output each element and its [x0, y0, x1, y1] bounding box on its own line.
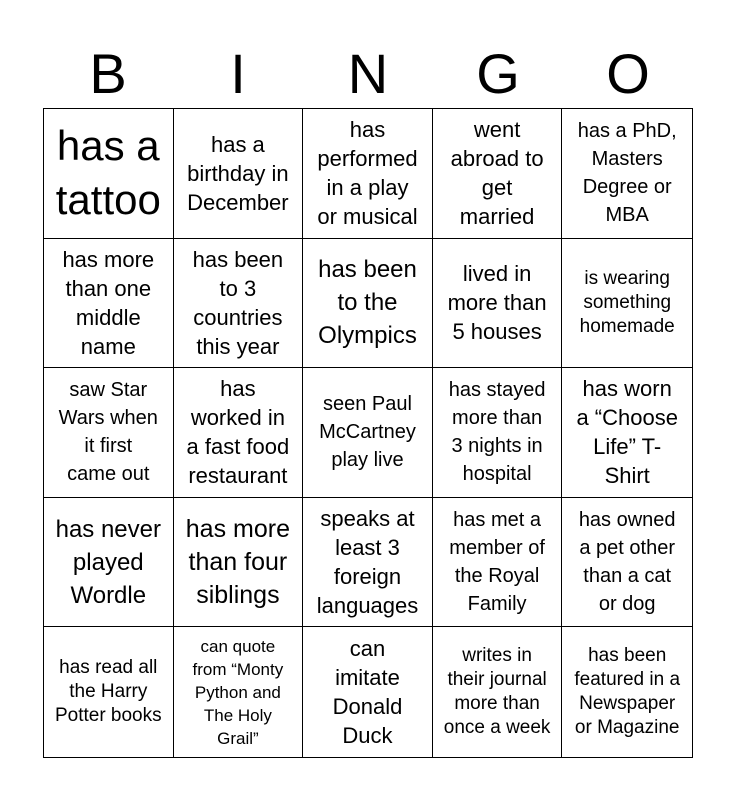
cell-text: saw Star Wars when it first came out	[58, 379, 158, 486]
bingo-cell[interactable]	[44, 109, 174, 239]
cell-text: has worn a “Choose Life” T- Shirt	[576, 376, 678, 489]
bingo-cell[interactable]	[174, 627, 304, 757]
bingo-cell[interactable]	[562, 368, 692, 498]
bingo-cell[interactable]	[562, 498, 692, 628]
bingo-cell[interactable]	[174, 109, 304, 239]
cell-text: has a birthday in December	[187, 131, 289, 215]
bingo-cell[interactable]	[562, 239, 692, 369]
bingo-cell[interactable]	[174, 368, 304, 498]
cell-text: has been featured in a Newspaper or Magazine	[574, 645, 681, 739]
cell-text: has owned a pet other than a cat or dog	[578, 509, 676, 616]
cell-text: has performed in a play or musical	[317, 117, 418, 230]
cell-text: has never played Wordle	[55, 515, 161, 609]
bingo-cell[interactable]	[433, 239, 563, 369]
bingo-cell[interactable]	[433, 368, 563, 498]
bingo-cell[interactable]	[433, 109, 563, 239]
header-letter-n: N	[347, 42, 389, 105]
cell-text: has been to the Olympics	[318, 256, 417, 350]
bingo-cell[interactable]	[174, 498, 304, 628]
header-letter-o: O	[606, 42, 650, 105]
cell-text: has worked in a fast food restaurant	[186, 376, 290, 489]
cell-text: has read all the Harry Potter books	[54, 657, 162, 727]
cell-text: has stayed more than 3 nights in hospital	[448, 379, 546, 486]
cell-text: is wearing something homemade	[579, 267, 675, 337]
bingo-cell[interactable]	[433, 627, 563, 757]
bingo-header	[43, 40, 693, 108]
bingo-cell[interactable]	[44, 498, 174, 628]
bingo-cell[interactable]	[174, 239, 304, 369]
cell-text: has a PhD, Masters Degree or MBA	[577, 120, 677, 227]
cell-text: has met a member of the Royal Family	[449, 509, 545, 616]
bingo-cell[interactable]	[433, 498, 563, 628]
cell-text: has more than four siblings	[185, 514, 290, 609]
bingo-cell[interactable]	[562, 627, 692, 757]
cell-text: can quote from “Monty Python and The Holy Grail”	[192, 636, 284, 748]
bingo-cell[interactable]	[44, 368, 174, 498]
bingo-cell[interactable]	[303, 498, 433, 628]
header-letter-i: I	[230, 42, 246, 105]
cell-text: speaks at least 3 foreign languages	[316, 506, 419, 619]
bingo-board	[43, 108, 693, 758]
bingo-cell[interactable]	[303, 368, 433, 498]
bingo-cell[interactable]	[44, 239, 174, 369]
bingo-cell[interactable]	[303, 109, 433, 239]
cell-text: lived in more than 5 houses	[447, 261, 547, 345]
cell-text: has been to 3 countries this year	[192, 246, 284, 359]
header-letter-g: G	[476, 42, 520, 105]
cell-text: has more than one middle name	[62, 246, 155, 359]
cell-text: has a tattoo	[55, 122, 161, 224]
bingo-cell[interactable]	[44, 627, 174, 757]
cell-text: went abroad to get married	[450, 117, 544, 230]
cell-text: seen Paul McCartney play live	[319, 393, 416, 472]
cell-text: writes in their journal more than once a week	[443, 645, 551, 739]
bingo-cell[interactable]	[562, 109, 692, 239]
cell-text: can imitate Donald Duck	[332, 636, 403, 749]
bingo-cell[interactable]	[303, 239, 433, 369]
bingo-cell[interactable]	[303, 627, 433, 757]
header-letter-b: B	[89, 42, 127, 105]
